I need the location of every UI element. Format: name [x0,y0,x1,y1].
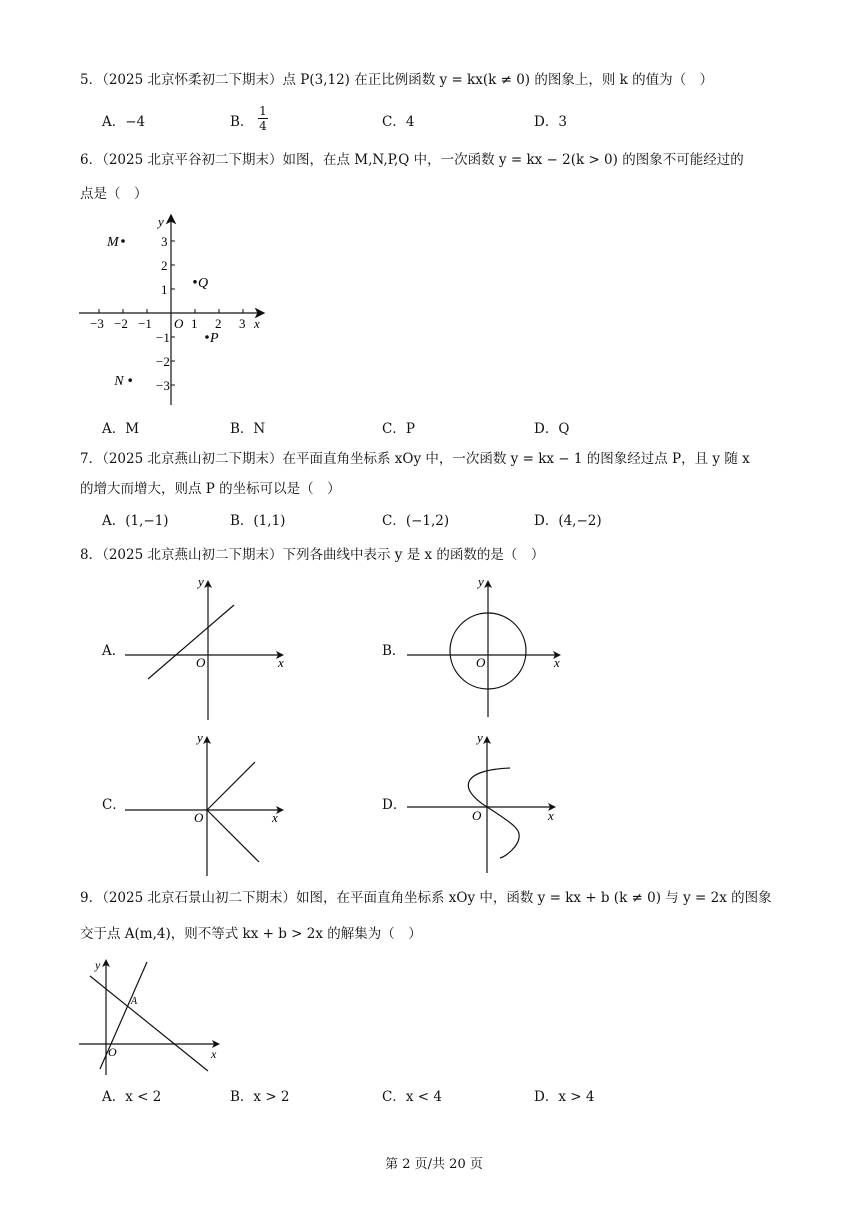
q9-text-line2: 交于点 A(m,4)，则不等式 kx + b > 2x 的解集为（ ） [80,926,422,942]
point-n [128,378,132,382]
x-tick-label: −3 [90,316,104,331]
q6-option-b: B．N [230,421,266,437]
x-tick-label: −1 [138,316,152,331]
q6-coordinate-graph [76,210,276,410]
point-p [205,335,209,339]
q5-option-b-fraction [258,104,268,133]
q8-graph-d [402,730,582,880]
y-axis-label: y [478,574,484,589]
y-tick-label: −3 [156,378,170,393]
q8-graph-b [402,574,582,724]
y-axis-label: y [198,574,204,589]
point-label-p: P [210,331,219,346]
q8-text: 8．（2025 北京燕山初二下期末）下列各曲线中表示 y 是 x 的函数的是（ ） [80,547,545,563]
q8-graph-a [120,574,300,724]
origin-label: O [194,810,204,825]
q5-option-c: C．4 [382,114,415,130]
q6-option-d: D．Q [534,421,570,437]
q5-option-d: D．3 [534,114,567,130]
q8-option-d: D． [382,797,407,813]
q7-option-c: C．(−1,2) [382,513,450,529]
point-m [121,239,125,243]
q7-option-d: D．(4,−2) [534,513,602,529]
point-label-m: M [107,235,119,250]
q6-option-c: C．P [382,421,415,437]
q8-option-c: C． [102,797,126,813]
point-label-q: Q [198,275,209,291]
y-tick-label: −1 [156,330,170,345]
q9-option-a: A．x < 2 [102,1089,162,1105]
point-label-n: N [114,374,124,390]
q5-text: 5．（2025 北京怀柔初二下期末）点 P(3,12) 在正比例函数 y = kx(k ≠ 0) 的图象上，则 k 的值为（ ） [80,72,714,88]
q5-option-b-label: B． [230,114,254,130]
point-q [193,280,197,284]
origin-label: O [196,655,206,670]
q8-graph-c [120,730,300,880]
upper-ray [207,762,255,810]
fraction-numerator: 1 [259,104,267,118]
q9-option-b: B．x > 2 [230,1089,290,1105]
q7-text-line2: 的增大而增大，则点 P 的坐标可以是（ ） [80,481,341,497]
straight-line-graph [148,605,234,679]
x-axis-label: x [254,316,260,331]
page-footer: 第 2 页/共 20 页 [385,1157,483,1172]
y-axis-label: y [95,958,101,972]
x-axis-label: x [554,655,560,670]
x-axis-label: x [272,810,278,825]
q8-option-b: B． [382,643,406,659]
q9-option-c: C．x < 4 [382,1089,442,1105]
x-axis-label: x [211,1047,217,1061]
x-axis-label: x [548,808,554,823]
q6-option-a: A．M [102,421,140,437]
q7-option-a: A．(1,−1) [102,513,169,529]
q6-text-line2: 点是（ ） [80,186,148,202]
y-axis-label: y [158,214,164,229]
y-axis-label: y [477,730,483,745]
y-tick-label: 2 [161,258,168,273]
q5-option-a: A．−4 [102,114,146,130]
x-tick-label: −2 [114,316,128,331]
q6-text-line1: 6．（2025 北京平谷初二下期末）如图，在点 M,N,P,Q 中，一次函数 y = kx − 2(k > 0) 的图象不可能经过的 [80,152,744,168]
y-axis-label: y [197,730,203,745]
fraction-denominator: 4 [259,119,267,133]
origin-label: O [174,316,184,331]
origin-label: O [476,655,486,670]
x-tick-label: 1 [191,316,198,331]
q8-option-a: A． [102,643,126,659]
origin-label: O [108,1045,117,1059]
q7-option-b: B．(1,1) [230,513,286,529]
q5-option-b [230,113,253,131]
x-tick-label: 2 [215,316,222,331]
y-tick-label: −2 [156,354,170,369]
point-a-label: A [131,996,138,1007]
origin-label: O [472,808,482,823]
x-axis-label: x [278,655,284,670]
x-tick-label: 3 [239,316,246,331]
y-tick-label: 3 [161,234,168,249]
q9-graph [76,955,236,1085]
lower-ray [207,810,259,862]
q7-text-line1: 7．（2025 北京燕山初二下期末）在平面直角坐标系 xOy 中，一次函数 y = kx − 1 的图象经过点 P，且 y 随 x [80,451,750,467]
q9-text-line1: 9．（2025 北京石景山初二下期末）如图，在平面直角坐标系 xOy 中，函数 y = kx + b (k ≠ 0) 与 y = 2x 的图象 [80,890,772,906]
y-tick-label: 1 [161,282,168,297]
q9-option-d: D．x > 4 [534,1089,595,1105]
